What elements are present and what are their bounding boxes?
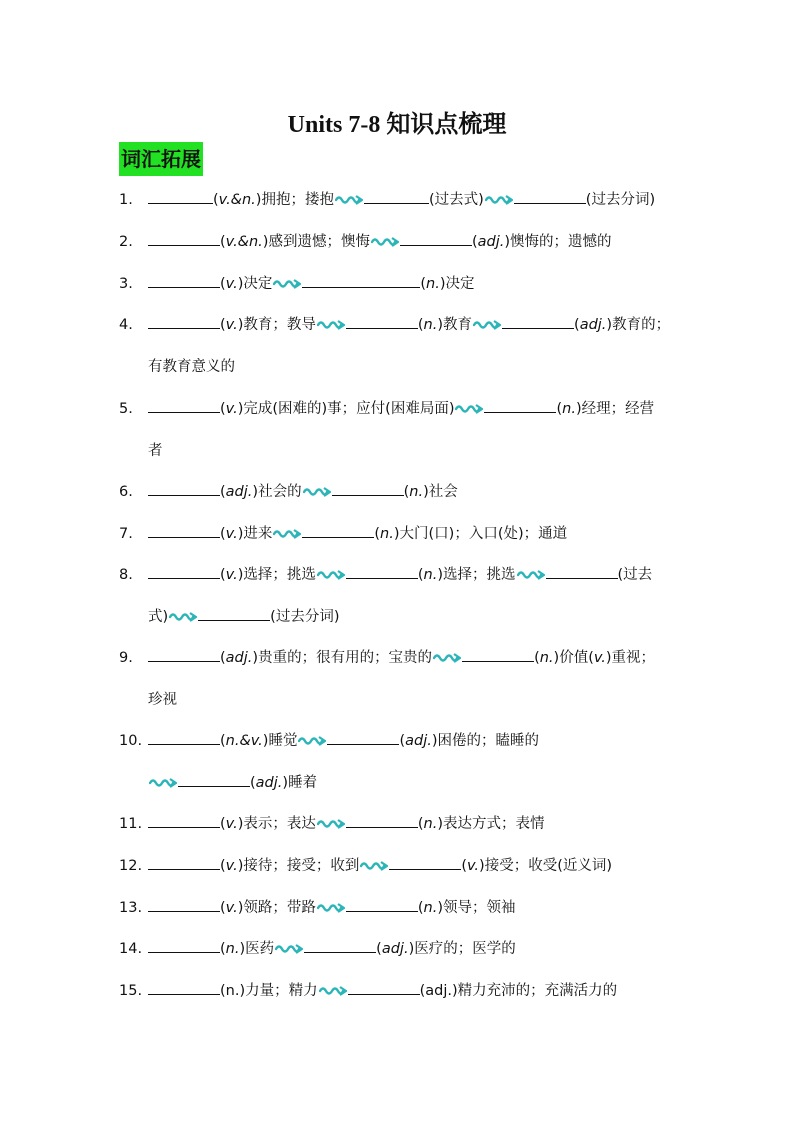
answer-blank[interactable] bbox=[327, 729, 399, 745]
item-text: )接受；收受(近义词) bbox=[479, 858, 613, 874]
answer-blank[interactable] bbox=[546, 563, 618, 579]
page-title: Units 7-8 知识点梳理 bbox=[287, 112, 507, 138]
item-text: (过去分词) bbox=[270, 608, 340, 625]
answer-blank[interactable] bbox=[148, 646, 220, 662]
wave-arrow-icon bbox=[360, 860, 388, 872]
vocab-item bbox=[119, 929, 685, 971]
item-text: )大门(口)；入口(处)；通道 bbox=[393, 526, 568, 542]
wave-arrow-icon bbox=[273, 528, 301, 540]
vocab-item bbox=[119, 804, 685, 846]
part-of-speech: n. bbox=[423, 317, 438, 333]
item-text: )进来 bbox=[237, 526, 273, 542]
answer-blank[interactable] bbox=[389, 854, 461, 870]
part-of-speech: v. bbox=[225, 276, 238, 292]
item-text: )社会 bbox=[423, 484, 458, 500]
wave-arrow-icon bbox=[517, 569, 545, 581]
part-of-speech: n. bbox=[423, 567, 438, 583]
item-text: ( bbox=[220, 567, 226, 583]
part-of-speech: n. bbox=[380, 526, 394, 542]
item-text: ( bbox=[220, 900, 226, 916]
part-of-speech: v. bbox=[225, 526, 238, 542]
item-text: )睡觉 bbox=[262, 733, 298, 749]
item-text: ( bbox=[220, 941, 226, 957]
item-text: ( bbox=[220, 816, 226, 832]
vocab-item bbox=[119, 305, 685, 388]
answer-blank[interactable] bbox=[198, 605, 270, 621]
vocab-item bbox=[119, 472, 685, 514]
item-text: )医疗的；医学的 bbox=[408, 941, 516, 957]
part-of-speech: v. bbox=[225, 816, 238, 832]
answer-blank[interactable] bbox=[148, 480, 220, 496]
answer-blank[interactable] bbox=[346, 896, 418, 912]
item-text: ( bbox=[417, 816, 424, 832]
item-text: ( bbox=[213, 192, 219, 208]
part-of-speech: v. bbox=[225, 401, 238, 417]
item-text: 者 bbox=[148, 442, 163, 459]
item-text: 珍视 bbox=[148, 691, 177, 708]
item-text: (过去分词) bbox=[585, 192, 656, 208]
item-number: 15. bbox=[119, 983, 143, 999]
item-number: 6. bbox=[119, 484, 133, 500]
answer-blank[interactable] bbox=[302, 522, 374, 538]
item-number: 9. bbox=[119, 650, 133, 666]
item-text: )贵重的；很有用的；宝贵的 bbox=[252, 650, 433, 666]
item-text: )决定 bbox=[237, 276, 273, 292]
part-of-speech: n. bbox=[225, 941, 240, 957]
answer-blank[interactable] bbox=[484, 397, 556, 413]
item-text: ( bbox=[399, 733, 406, 749]
answer-blank[interactable] bbox=[148, 937, 220, 953]
item-number: 8. bbox=[119, 567, 133, 583]
item-text: )决定 bbox=[439, 276, 475, 292]
item-text: 式) bbox=[148, 608, 169, 625]
item-number: 12. bbox=[119, 858, 143, 874]
item-text: ( bbox=[220, 401, 226, 417]
wave-arrow-icon bbox=[317, 818, 345, 830]
item-text: )接待；接受；收到 bbox=[237, 858, 360, 874]
item-text: ( bbox=[461, 858, 468, 874]
item-text: )完成(困难的)事；应付(困难局面) bbox=[237, 401, 455, 417]
part-of-speech: n. bbox=[409, 484, 424, 500]
item-text: ( bbox=[417, 900, 424, 916]
part-of-speech: v. bbox=[467, 858, 480, 874]
wave-arrow-icon bbox=[455, 403, 483, 415]
part-of-speech: v. bbox=[593, 650, 606, 666]
item-text: ( bbox=[534, 650, 540, 666]
answer-blank[interactable] bbox=[148, 563, 220, 579]
item-text: ( bbox=[574, 317, 580, 333]
answer-blank[interactable] bbox=[148, 896, 220, 912]
item-text: )社会的 bbox=[252, 484, 302, 500]
part-of-speech: adj. bbox=[225, 484, 253, 500]
item-text: )选择；挑选 bbox=[437, 567, 516, 583]
wave-arrow-icon bbox=[485, 194, 513, 206]
item-number: 4. bbox=[119, 317, 133, 333]
part-of-speech: n. bbox=[423, 900, 438, 916]
wave-arrow-icon bbox=[335, 194, 363, 206]
part-of-speech: n. bbox=[423, 816, 438, 832]
item-text: )重视； bbox=[605, 650, 656, 666]
part-of-speech: adj. bbox=[225, 650, 253, 666]
part-of-speech: adj. bbox=[405, 733, 432, 749]
wave-arrow-icon bbox=[317, 902, 345, 914]
answer-blank[interactable] bbox=[346, 313, 418, 329]
item-text: ( bbox=[220, 234, 226, 250]
answer-blank[interactable] bbox=[302, 272, 420, 288]
item-text: ( bbox=[220, 276, 226, 292]
vocab-item bbox=[119, 846, 685, 888]
vocab-item bbox=[119, 389, 685, 472]
item-number: 3. bbox=[119, 276, 133, 292]
answer-blank[interactable] bbox=[148, 272, 220, 288]
item-continuation bbox=[119, 431, 685, 473]
answer-blank[interactable] bbox=[364, 188, 429, 204]
answer-blank[interactable] bbox=[148, 313, 220, 329]
item-text: ( bbox=[556, 401, 563, 417]
item-text: (n.)力量；精力 bbox=[220, 983, 318, 999]
item-continuation bbox=[119, 763, 685, 805]
item-text: )拥抱；搂抱 bbox=[255, 192, 334, 208]
item-text: )价值( bbox=[553, 650, 594, 666]
item-number: 2. bbox=[119, 234, 133, 250]
item-text: (过去 bbox=[617, 567, 653, 583]
vocab-item bbox=[119, 264, 685, 306]
item-text: )感到遗憾；懊悔 bbox=[262, 234, 370, 250]
part-of-speech: n.&v. bbox=[225, 733, 263, 749]
answer-blank[interactable] bbox=[348, 979, 420, 995]
part-of-speech: v. bbox=[225, 317, 238, 333]
wave-arrow-icon bbox=[317, 319, 345, 331]
answer-blank[interactable] bbox=[332, 480, 404, 496]
wave-arrow-icon bbox=[169, 611, 197, 623]
item-number: 11. bbox=[119, 816, 143, 832]
answer-blank[interactable] bbox=[346, 563, 418, 579]
vocab-item bbox=[119, 638, 685, 721]
wave-arrow-icon bbox=[298, 735, 326, 747]
wave-arrow-icon bbox=[319, 985, 347, 997]
item-text: )教育的； bbox=[606, 317, 671, 333]
item-continuation bbox=[119, 680, 685, 722]
item-number: 10. bbox=[119, 733, 143, 749]
item-text: )教育 bbox=[437, 317, 473, 333]
part-of-speech: v. bbox=[225, 900, 238, 916]
item-text: ( bbox=[220, 317, 226, 333]
item-continuation bbox=[119, 347, 685, 389]
answer-blank[interactable] bbox=[514, 188, 586, 204]
item-continuation bbox=[119, 597, 685, 639]
part-of-speech: n. bbox=[562, 401, 576, 417]
vocab-item bbox=[119, 180, 685, 222]
answer-blank[interactable] bbox=[148, 188, 213, 204]
item-number: 5. bbox=[119, 401, 133, 417]
answer-blank[interactable] bbox=[304, 937, 376, 953]
part-of-speech: n. bbox=[539, 650, 554, 666]
item-text: )领导；领袖 bbox=[437, 900, 516, 916]
answer-blank[interactable] bbox=[148, 522, 220, 538]
item-text: ( bbox=[403, 484, 410, 500]
item-text: )医药 bbox=[239, 941, 275, 957]
wave-arrow-icon bbox=[273, 278, 301, 290]
item-text: )教育；教导 bbox=[237, 317, 316, 333]
answer-blank[interactable] bbox=[148, 854, 220, 870]
item-text: )领路；带路 bbox=[237, 900, 316, 916]
part-of-speech: adj. bbox=[381, 941, 409, 957]
answer-blank[interactable] bbox=[462, 646, 534, 662]
part-of-speech: v. bbox=[225, 858, 238, 874]
item-text: ( bbox=[420, 276, 427, 292]
part-of-speech: n. bbox=[426, 276, 440, 292]
vocab-item bbox=[119, 514, 685, 556]
item-text: )困倦的；瞌睡的 bbox=[431, 733, 540, 749]
vocab-item bbox=[119, 222, 685, 264]
item-text: ( bbox=[220, 650, 226, 666]
wave-arrow-icon bbox=[473, 319, 501, 331]
item-text: )懊悔的；遗憾的 bbox=[504, 234, 612, 250]
part-of-speech: adj. bbox=[477, 234, 505, 250]
section-heading: 词汇拓展 bbox=[119, 142, 203, 176]
item-number: 13. bbox=[119, 900, 143, 916]
item-text: )表达方式；表情 bbox=[437, 816, 545, 832]
item-text: )经理；经营 bbox=[575, 401, 655, 417]
item-text: ( bbox=[250, 774, 256, 791]
part-of-speech: v. bbox=[225, 567, 238, 583]
answer-blank[interactable] bbox=[148, 230, 220, 246]
wave-arrow-icon bbox=[275, 943, 303, 955]
item-text: ( bbox=[374, 526, 381, 542]
wave-arrow-icon bbox=[371, 236, 399, 248]
item-text: )选择；挑选 bbox=[237, 567, 316, 583]
item-text: 有教育意义的 bbox=[148, 358, 235, 375]
answer-blank[interactable] bbox=[400, 230, 472, 246]
item-text: (adj.)精力充沛的；充满活力的 bbox=[419, 983, 618, 999]
part-of-speech: v.&n. bbox=[218, 192, 256, 208]
wave-arrow-icon bbox=[317, 569, 345, 581]
answer-blank[interactable] bbox=[148, 397, 220, 413]
item-number: 14. bbox=[119, 941, 143, 957]
item-number: 7. bbox=[119, 526, 133, 542]
vocab-item bbox=[119, 971, 685, 1013]
answer-blank[interactable] bbox=[148, 729, 220, 745]
part-of-speech: adj. bbox=[255, 774, 283, 791]
item-text: ( bbox=[220, 733, 226, 749]
item-text: ( bbox=[417, 567, 424, 583]
vocab-item bbox=[119, 721, 685, 804]
item-text: ( bbox=[417, 317, 424, 333]
item-text: ( bbox=[471, 234, 478, 250]
wave-arrow-icon bbox=[149, 777, 177, 789]
item-text: )睡着 bbox=[282, 774, 318, 791]
answer-blank[interactable] bbox=[148, 812, 220, 828]
answer-blank[interactable] bbox=[346, 812, 418, 828]
vocab-item bbox=[119, 888, 685, 930]
item-text: ( bbox=[220, 858, 226, 874]
item-text: ( bbox=[220, 526, 226, 542]
answer-blank[interactable] bbox=[178, 771, 250, 787]
item-text: (过去式) bbox=[428, 192, 484, 208]
part-of-speech: adj. bbox=[579, 317, 607, 333]
item-number: 1. bbox=[119, 192, 133, 208]
item-text: ( bbox=[376, 941, 382, 957]
item-text: ( bbox=[220, 484, 226, 500]
part-of-speech: v.&n. bbox=[225, 234, 263, 250]
item-text: )表示；表达 bbox=[237, 816, 316, 832]
vocab-item bbox=[119, 555, 685, 638]
answer-blank[interactable] bbox=[148, 979, 220, 995]
wave-arrow-icon bbox=[433, 652, 461, 664]
answer-blank[interactable] bbox=[502, 313, 574, 329]
wave-arrow-icon bbox=[303, 486, 331, 498]
